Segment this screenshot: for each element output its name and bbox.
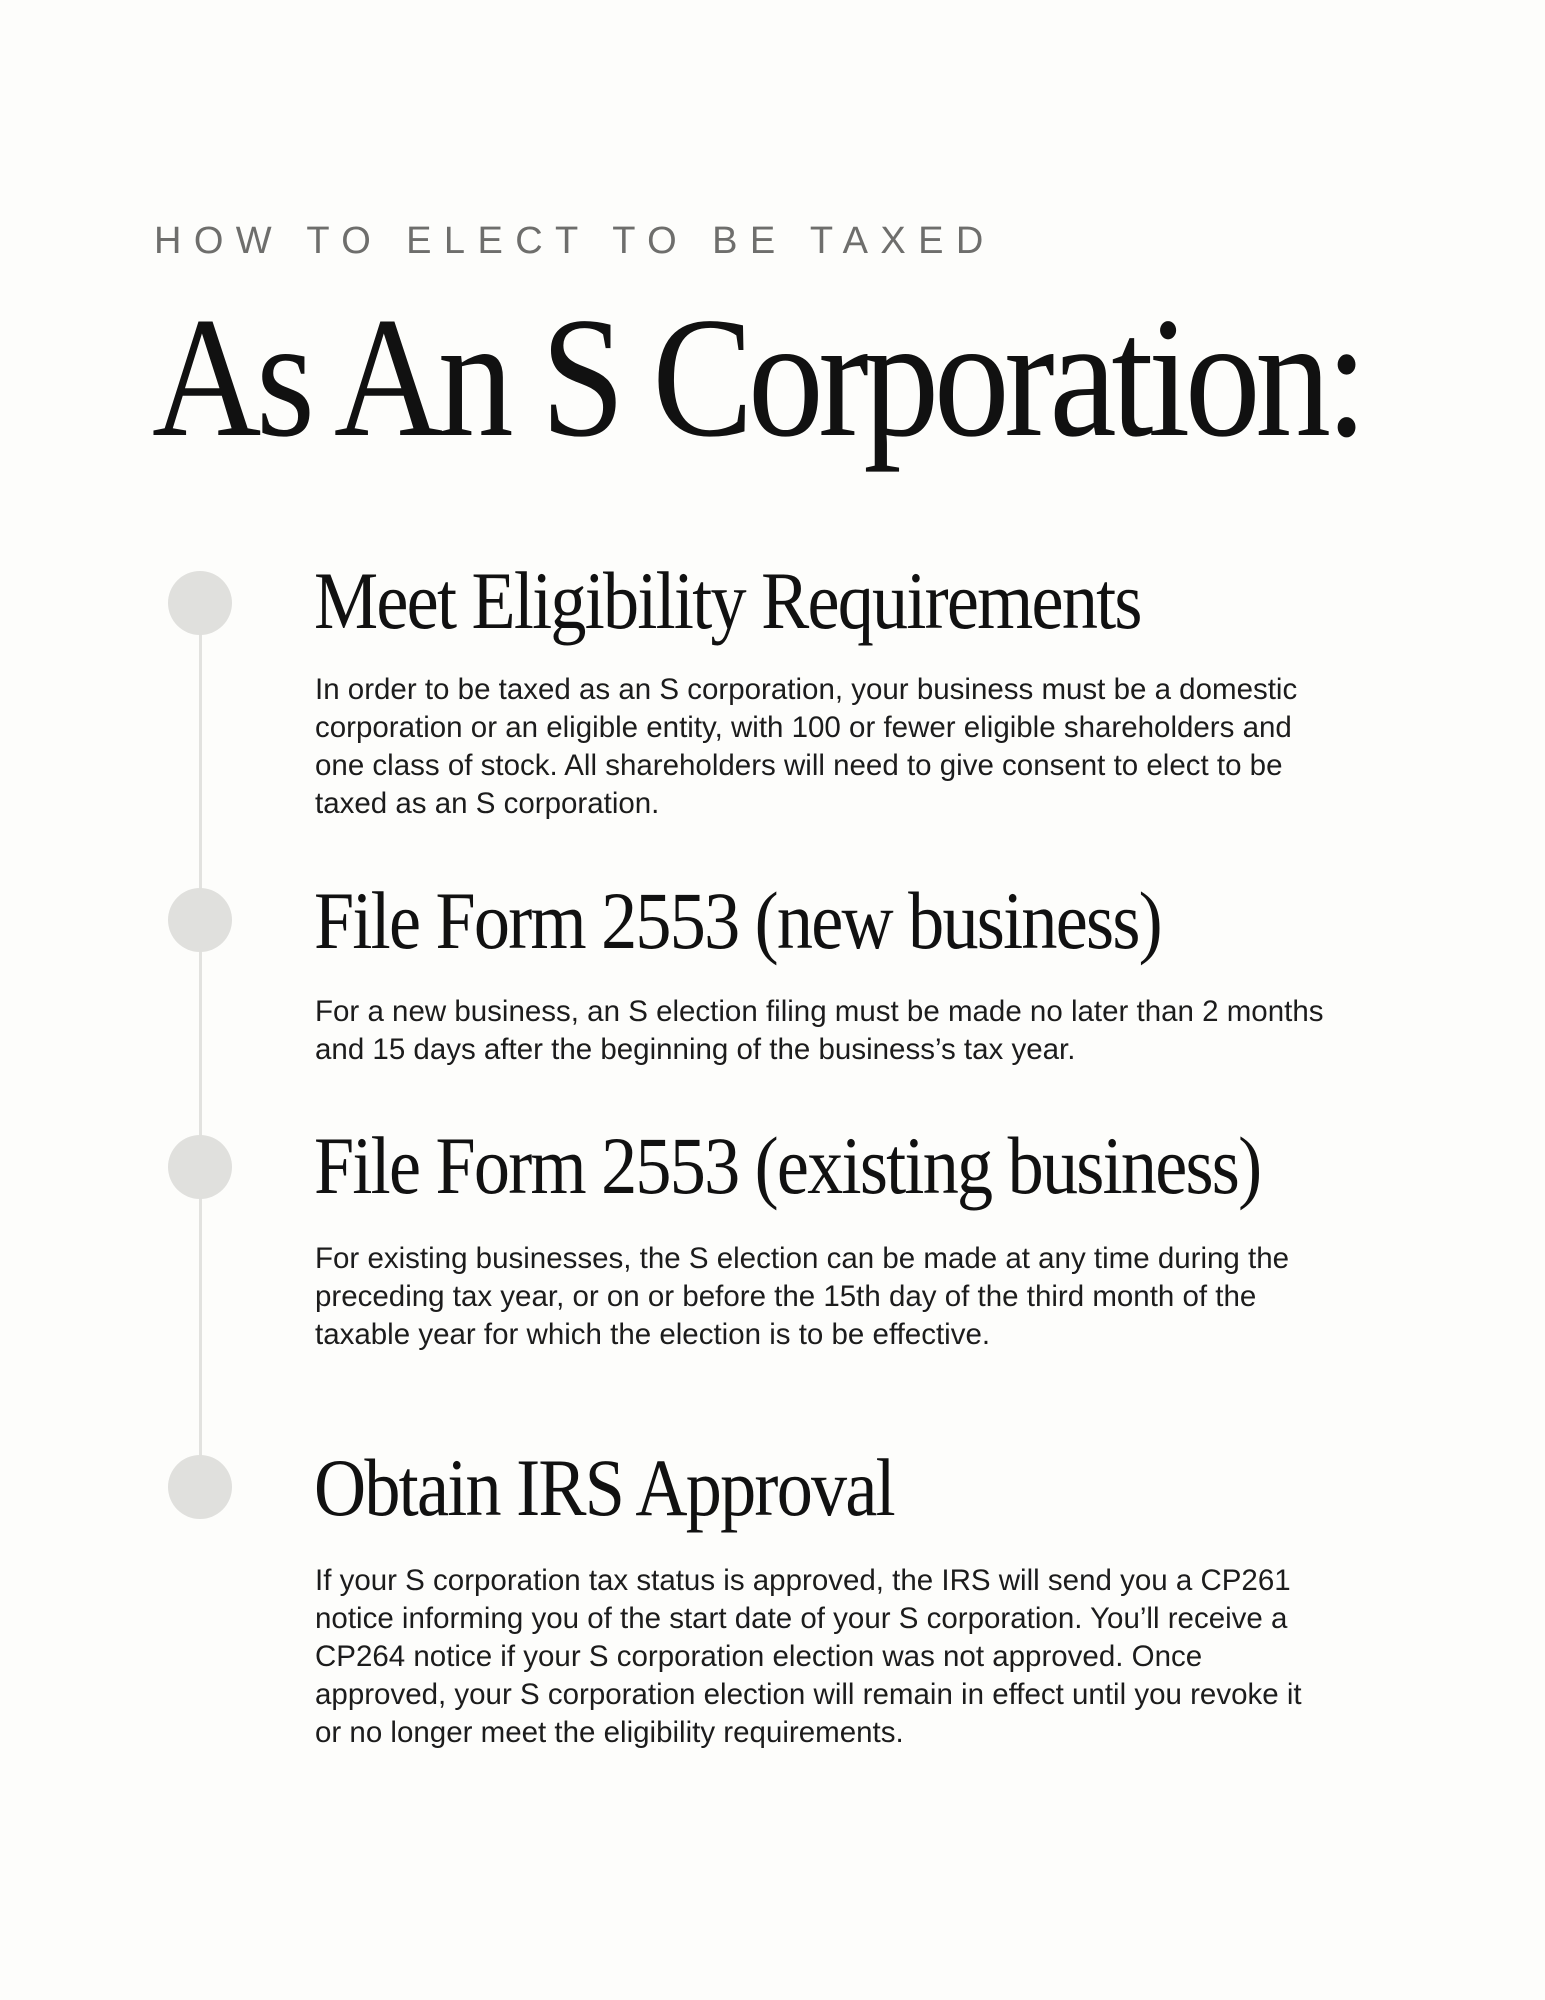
step-body-irs-approval: If your S corporation tax status is approved, the IRS will send you a CP261 notice informing you of the start date of your S corporation. You’ll receive a CP264 notice if your S corporation election was not approved. Once approved, your S corporation election will remain in effect until you revoke it or no longer meet the eligibility requirements. (315, 1564, 1302, 1749)
timeline-line (199, 602, 202, 1492)
timeline-dot-4 (168, 1455, 232, 1519)
step-body-new-business: For a new business, an S election filing must be made no later than 2 months and 15 days after the beginning of the business’s tax year. (315, 995, 1324, 1066)
step-heading-irs-approval: Obtain IRS Approval (314, 1442, 894, 1533)
timeline-dot-1 (168, 571, 232, 635)
timeline-dot-2 (168, 888, 232, 952)
timeline-dot-3 (168, 1135, 232, 1199)
page-title: As An S Corporation: (152, 283, 1363, 473)
step-body-eligibility: In order to be taxed as an S corporation, your business must be a domestic corporation or an eligible entity, with 100 or fewer eligible shareholders and one class of stock. All shareholders will need to give consent to elect to be taxed as an S corporation. (315, 673, 1298, 820)
page-kicker: HOW TO ELECT TO BE TAXED (154, 220, 996, 262)
step-heading-new-business: File Form 2553 (new business) (314, 875, 1161, 966)
step-heading-eligibility: Meet Eligibility Requirements (314, 555, 1141, 646)
step-heading-existing-business: File Form 2553 (existing business) (314, 1120, 1261, 1211)
step-body-existing-business: For existing businesses, the S election can be made at any time during the preceding tax year, or on or before the 15th day of the third month of the taxable year for which the election is to be effective. (315, 1242, 1290, 1351)
